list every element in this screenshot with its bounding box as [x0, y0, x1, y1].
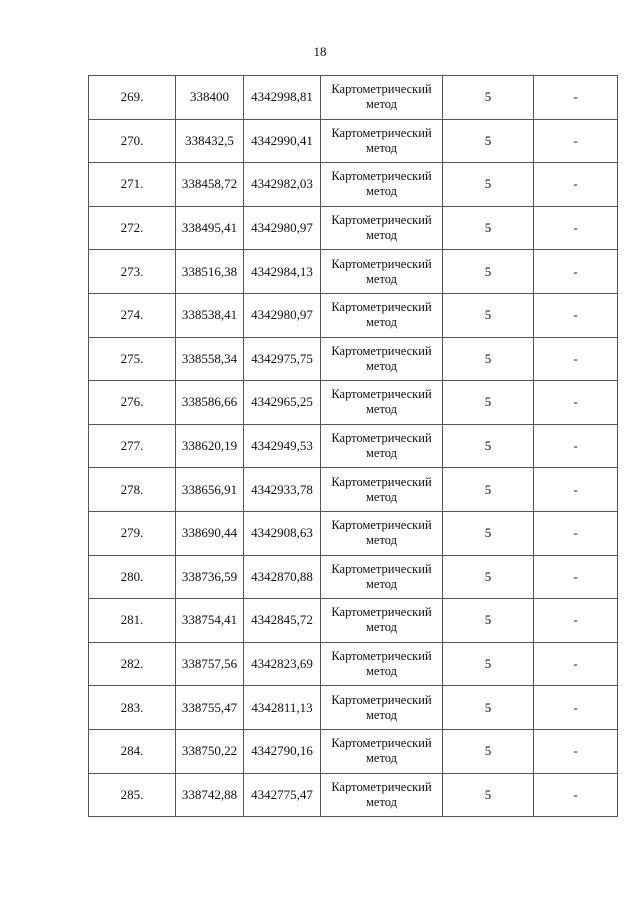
- method-cell: Картометрический метод: [321, 119, 443, 163]
- coord-y-cell: 4342949,53: [244, 424, 321, 468]
- method-cell: Картометрический метод: [321, 293, 443, 337]
- coord-x-cell: 338586,66: [176, 381, 244, 425]
- note-cell: -: [534, 686, 618, 730]
- table-row: [89, 293, 618, 337]
- precision-cell: 5: [443, 555, 534, 599]
- note-cell: -: [534, 163, 618, 207]
- note-cell: -: [534, 511, 618, 555]
- coord-x-cell: 338516,38: [176, 250, 244, 294]
- table-row: [89, 599, 618, 643]
- table-row: [89, 76, 618, 120]
- point-number-cell: 280.: [89, 555, 176, 599]
- table-row: [89, 468, 618, 512]
- note-cell: -: [534, 119, 618, 163]
- table-row: [89, 511, 618, 555]
- coord-x-cell: 338754,41: [176, 599, 244, 643]
- point-number-cell: 276.: [89, 381, 176, 425]
- coord-x-cell: 338656,91: [176, 468, 244, 512]
- coord-x-cell: 338750,22: [176, 729, 244, 773]
- coord-y-cell: 4342990,41: [244, 119, 321, 163]
- coord-y-cell: 4342811,13: [244, 686, 321, 730]
- note-cell: -: [534, 773, 618, 817]
- precision-cell: 5: [443, 337, 534, 381]
- table-row: [89, 729, 618, 773]
- coord-y-cell: 4342982,03: [244, 163, 321, 207]
- note-cell: -: [534, 337, 618, 381]
- note-cell: -: [534, 76, 618, 120]
- method-cell: Картометрический метод: [321, 337, 443, 381]
- method-cell: Картометрический метод: [321, 686, 443, 730]
- coord-x-cell: 338458,72: [176, 163, 244, 207]
- precision-cell: 5: [443, 599, 534, 643]
- table-row: [89, 381, 618, 425]
- coord-x-cell: 338757,56: [176, 642, 244, 686]
- precision-cell: 5: [443, 729, 534, 773]
- note-cell: -: [534, 293, 618, 337]
- precision-cell: 5: [443, 468, 534, 512]
- coordinates-table: [88, 75, 618, 817]
- precision-cell: 5: [443, 642, 534, 686]
- table-row: [89, 206, 618, 250]
- note-cell: -: [534, 468, 618, 512]
- point-number-cell: 278.: [89, 468, 176, 512]
- precision-cell: 5: [443, 163, 534, 207]
- coord-x-cell: 338538,41: [176, 293, 244, 337]
- coord-x-cell: 338400: [176, 76, 244, 120]
- precision-cell: 5: [443, 206, 534, 250]
- coord-x-cell: 338690,44: [176, 511, 244, 555]
- method-cell: Картометрический метод: [321, 250, 443, 294]
- table-row: [89, 337, 618, 381]
- precision-cell: 5: [443, 424, 534, 468]
- note-cell: -: [534, 206, 618, 250]
- method-cell: Картометрический метод: [321, 511, 443, 555]
- note-cell: -: [534, 599, 618, 643]
- note-cell: -: [534, 250, 618, 294]
- point-number-cell: 270.: [89, 119, 176, 163]
- note-cell: -: [534, 729, 618, 773]
- note-cell: -: [534, 424, 618, 468]
- table-row: [89, 642, 618, 686]
- method-cell: Картометрический метод: [321, 555, 443, 599]
- page-number: 18: [313, 44, 327, 59]
- precision-cell: 5: [443, 686, 534, 730]
- method-cell: Картометрический метод: [321, 729, 443, 773]
- coord-x-cell: 338620,19: [176, 424, 244, 468]
- precision-cell: 5: [443, 381, 534, 425]
- point-number-cell: 275.: [89, 337, 176, 381]
- table-row: [89, 250, 618, 294]
- method-cell: Картометрический метод: [321, 163, 443, 207]
- coord-y-cell: 4342908,63: [244, 511, 321, 555]
- coord-y-cell: 4342933,78: [244, 468, 321, 512]
- method-cell: Картометрический метод: [321, 424, 443, 468]
- coord-x-cell: 338755,47: [176, 686, 244, 730]
- coord-y-cell: 4342984,13: [244, 250, 321, 294]
- precision-cell: 5: [443, 773, 534, 817]
- table-row: [89, 424, 618, 468]
- precision-cell: 5: [443, 293, 534, 337]
- method-cell: Картометрический метод: [321, 599, 443, 643]
- table-row: [89, 163, 618, 207]
- coord-x-cell: 338558,34: [176, 337, 244, 381]
- coord-y-cell: 4342870,88: [244, 555, 321, 599]
- point-number-cell: 284.: [89, 729, 176, 773]
- point-number-cell: 269.: [89, 76, 176, 120]
- method-cell: Картометрический метод: [321, 76, 443, 120]
- precision-cell: 5: [443, 119, 534, 163]
- table-row: [89, 773, 618, 817]
- coord-y-cell: 4342965,25: [244, 381, 321, 425]
- coord-y-cell: 4342998,81: [244, 76, 321, 120]
- note-cell: -: [534, 642, 618, 686]
- coord-y-cell: 4342975,75: [244, 337, 321, 381]
- coord-y-cell: 4342775,47: [244, 773, 321, 817]
- note-cell: -: [534, 381, 618, 425]
- point-number-cell: 282.: [89, 642, 176, 686]
- method-cell: Картометрический метод: [321, 642, 443, 686]
- table-row: [89, 686, 618, 730]
- point-number-cell: 273.: [89, 250, 176, 294]
- precision-cell: 5: [443, 511, 534, 555]
- table-row: [89, 555, 618, 599]
- point-number-cell: 281.: [89, 599, 176, 643]
- point-number-cell: 283.: [89, 686, 176, 730]
- precision-cell: 5: [443, 76, 534, 120]
- precision-cell: 5: [443, 250, 534, 294]
- point-number-cell: 271.: [89, 163, 176, 207]
- method-cell: Картометрический метод: [321, 206, 443, 250]
- coord-y-cell: 4342823,69: [244, 642, 321, 686]
- point-number-cell: 277.: [89, 424, 176, 468]
- table-row: [89, 119, 618, 163]
- coord-x-cell: 338736,59: [176, 555, 244, 599]
- note-cell: -: [534, 555, 618, 599]
- point-number-cell: 285.: [89, 773, 176, 817]
- coord-y-cell: 4342980,97: [244, 293, 321, 337]
- coord-y-cell: 4342790,16: [244, 729, 321, 773]
- coord-x-cell: 338742,88: [176, 773, 244, 817]
- method-cell: Картометрический метод: [321, 381, 443, 425]
- coord-x-cell: 338432,5: [176, 119, 244, 163]
- coord-y-cell: 4342845,72: [244, 599, 321, 643]
- method-cell: Картометрический метод: [321, 773, 443, 817]
- coord-y-cell: 4342980,97: [244, 206, 321, 250]
- point-number-cell: 274.: [89, 293, 176, 337]
- point-number-cell: 272.: [89, 206, 176, 250]
- coord-x-cell: 338495,41: [176, 206, 244, 250]
- method-cell: Картометрический метод: [321, 468, 443, 512]
- point-number-cell: 279.: [89, 511, 176, 555]
